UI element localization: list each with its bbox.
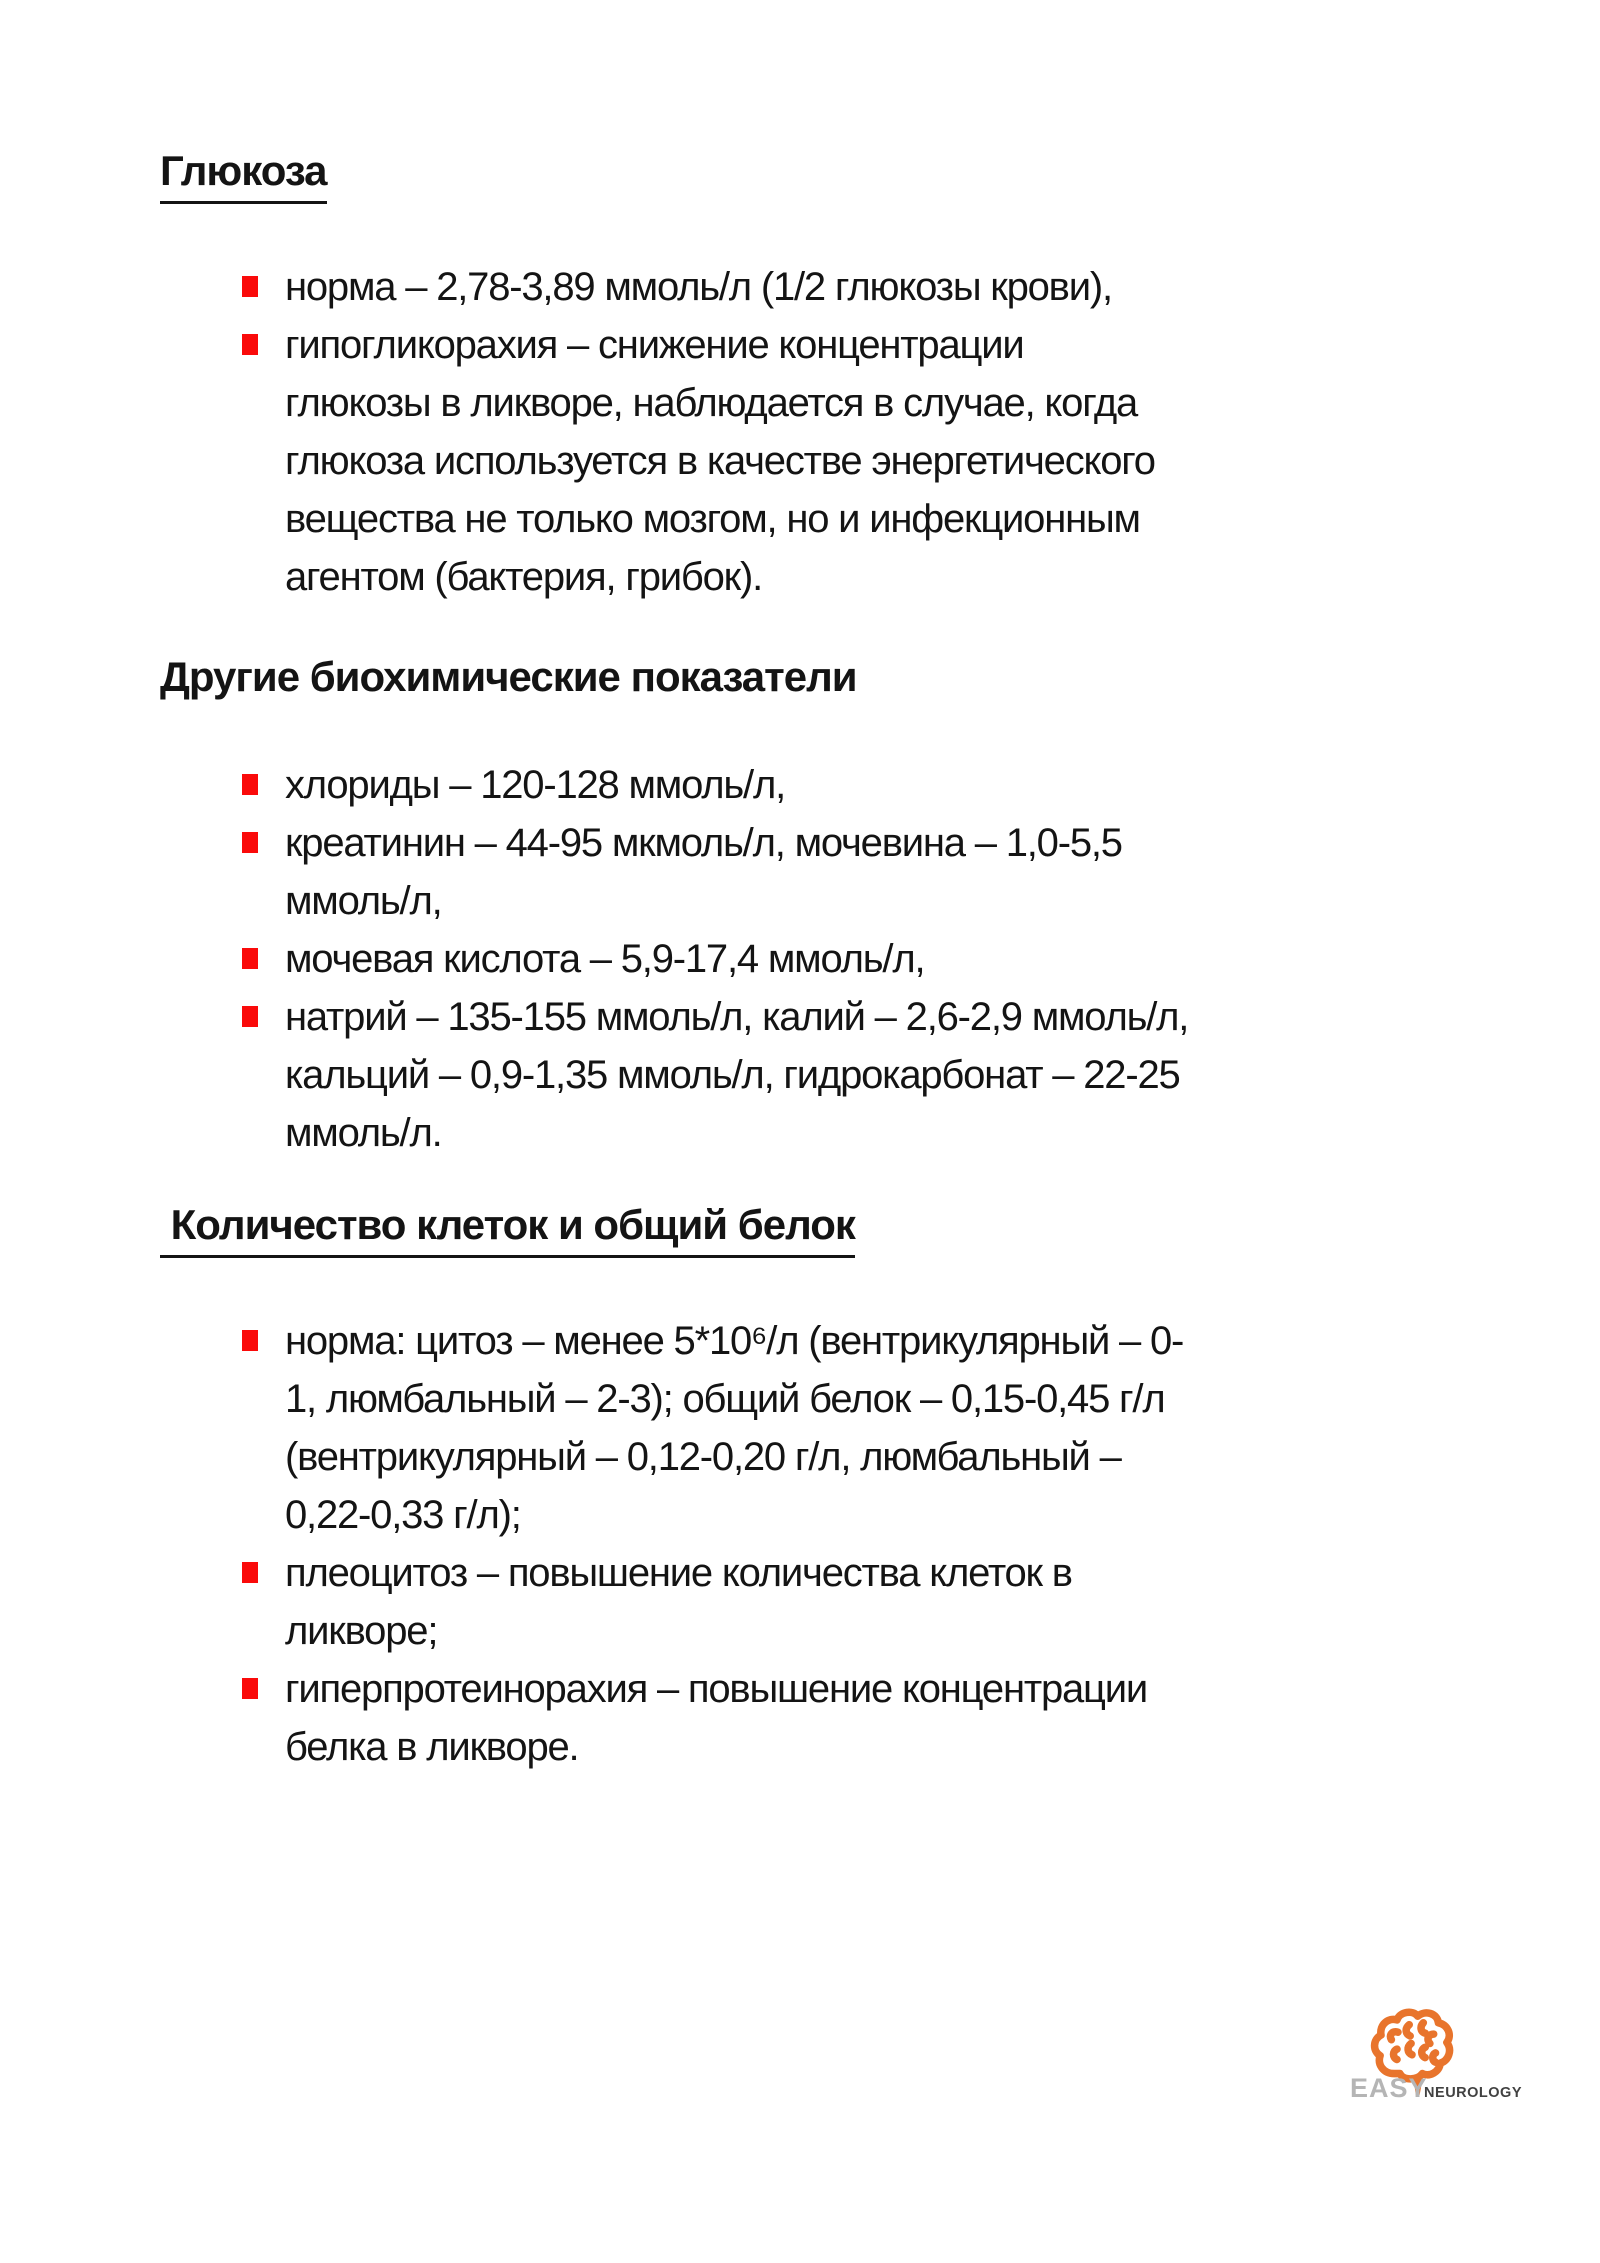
list-item-line: норма: цитоз – менее 5*10⁶/л (вентрикулярный – 0- [285, 1319, 1184, 1363]
bullet-marker [242, 1678, 258, 1699]
section-title-cells-protein-text: Количество клеток и общий белок [160, 1200, 855, 1258]
bullet-marker [242, 774, 258, 795]
section-title-glucose [160, 146, 1170, 204]
section-title-glucose-text: Глюкоза [160, 146, 327, 204]
bullet-marker [242, 1006, 258, 1027]
list-item-line: гипогликорахия – снижение концентрации [285, 323, 1024, 367]
list-item-line: 1, люмбальный – 2-3); общий белок – 0,15-0,45 г/л [285, 1377, 1165, 1421]
list-item [160, 814, 1170, 930]
bullet-marker [242, 948, 258, 969]
bullet-marker [242, 276, 258, 297]
glucose-list [160, 258, 1170, 606]
bullet-marker [242, 1330, 258, 1351]
logo-neurology-text: NEUROLOGY [1424, 2085, 1522, 2101]
section-title-other-biochem-text: Другие биохимические показатели [160, 653, 857, 700]
list-item-line: натрий – 135-155 ммоль/л, калий – 2,6-2,9 ммоль/л, [285, 995, 1189, 1039]
list-item-line: плеоцитоз – повышение количества клеток в [285, 1551, 1072, 1595]
bullet-marker [242, 832, 258, 853]
list-item-line: глюкоза используется в качестве энергетического [285, 439, 1155, 483]
list-item-line: ммоль/л. [285, 1111, 442, 1155]
list-item-line: агентом (бактерия, грибок). [285, 555, 762, 599]
list-item [160, 930, 1170, 988]
list-item-line: хлориды – 120-128 ммоль/л, [285, 763, 786, 807]
list-item [160, 258, 1170, 316]
list-item-line: (вентрикулярный – 0,12-0,20 г/л, люмбальный – [285, 1435, 1121, 1479]
list-item [160, 1660, 1170, 1776]
cells-protein-list [160, 1312, 1184, 1776]
list-item [160, 1312, 1184, 1544]
biochem-list [160, 756, 1189, 1162]
section-title-cells-protein [160, 1200, 1170, 1258]
list-item-line: креатинин – 44-95 мкмоль/л, мочевина – 1,0-5,5 [285, 821, 1122, 865]
bullet-marker [242, 1562, 258, 1583]
list-item-line: глюкозы в ликворе, наблюдается в случае, когда [285, 381, 1138, 425]
section-title-other-biochem [160, 652, 1170, 702]
list-item-line: вещества не только мозгом, но и инфекционным [285, 497, 1140, 541]
list-item-line: мочевая кислота – 5,9-17,4 ммоль/л, [285, 937, 925, 981]
list-item [160, 988, 1189, 1162]
list-item-line: ммоль/л, [285, 879, 442, 923]
list-item-line: кальций – 0,9-1,35 ммоль/л, гидрокарбонат – 22-25 [285, 1053, 1180, 1097]
logo-easy-text: EASY [1350, 2073, 1428, 2103]
list-item-line: ликворе; [285, 1609, 438, 1653]
list-item-line: белка в ликворе. [285, 1725, 579, 1769]
list-item [160, 316, 1170, 606]
easy-neurology-logo [1350, 2004, 1522, 2104]
list-item [160, 1544, 1170, 1660]
list-item-line: 0,22-0,33 г/л); [285, 1493, 521, 1537]
document-body [160, 146, 1189, 1776]
list-item-line: норма – 2,78-3,89 ммоль/л (1/2 глюкозы крови), [285, 265, 1112, 309]
list-item [160, 756, 1170, 814]
bullet-marker [242, 334, 258, 355]
list-item-line: гиперпротеинорахия – повышение концентрации [285, 1667, 1148, 1711]
